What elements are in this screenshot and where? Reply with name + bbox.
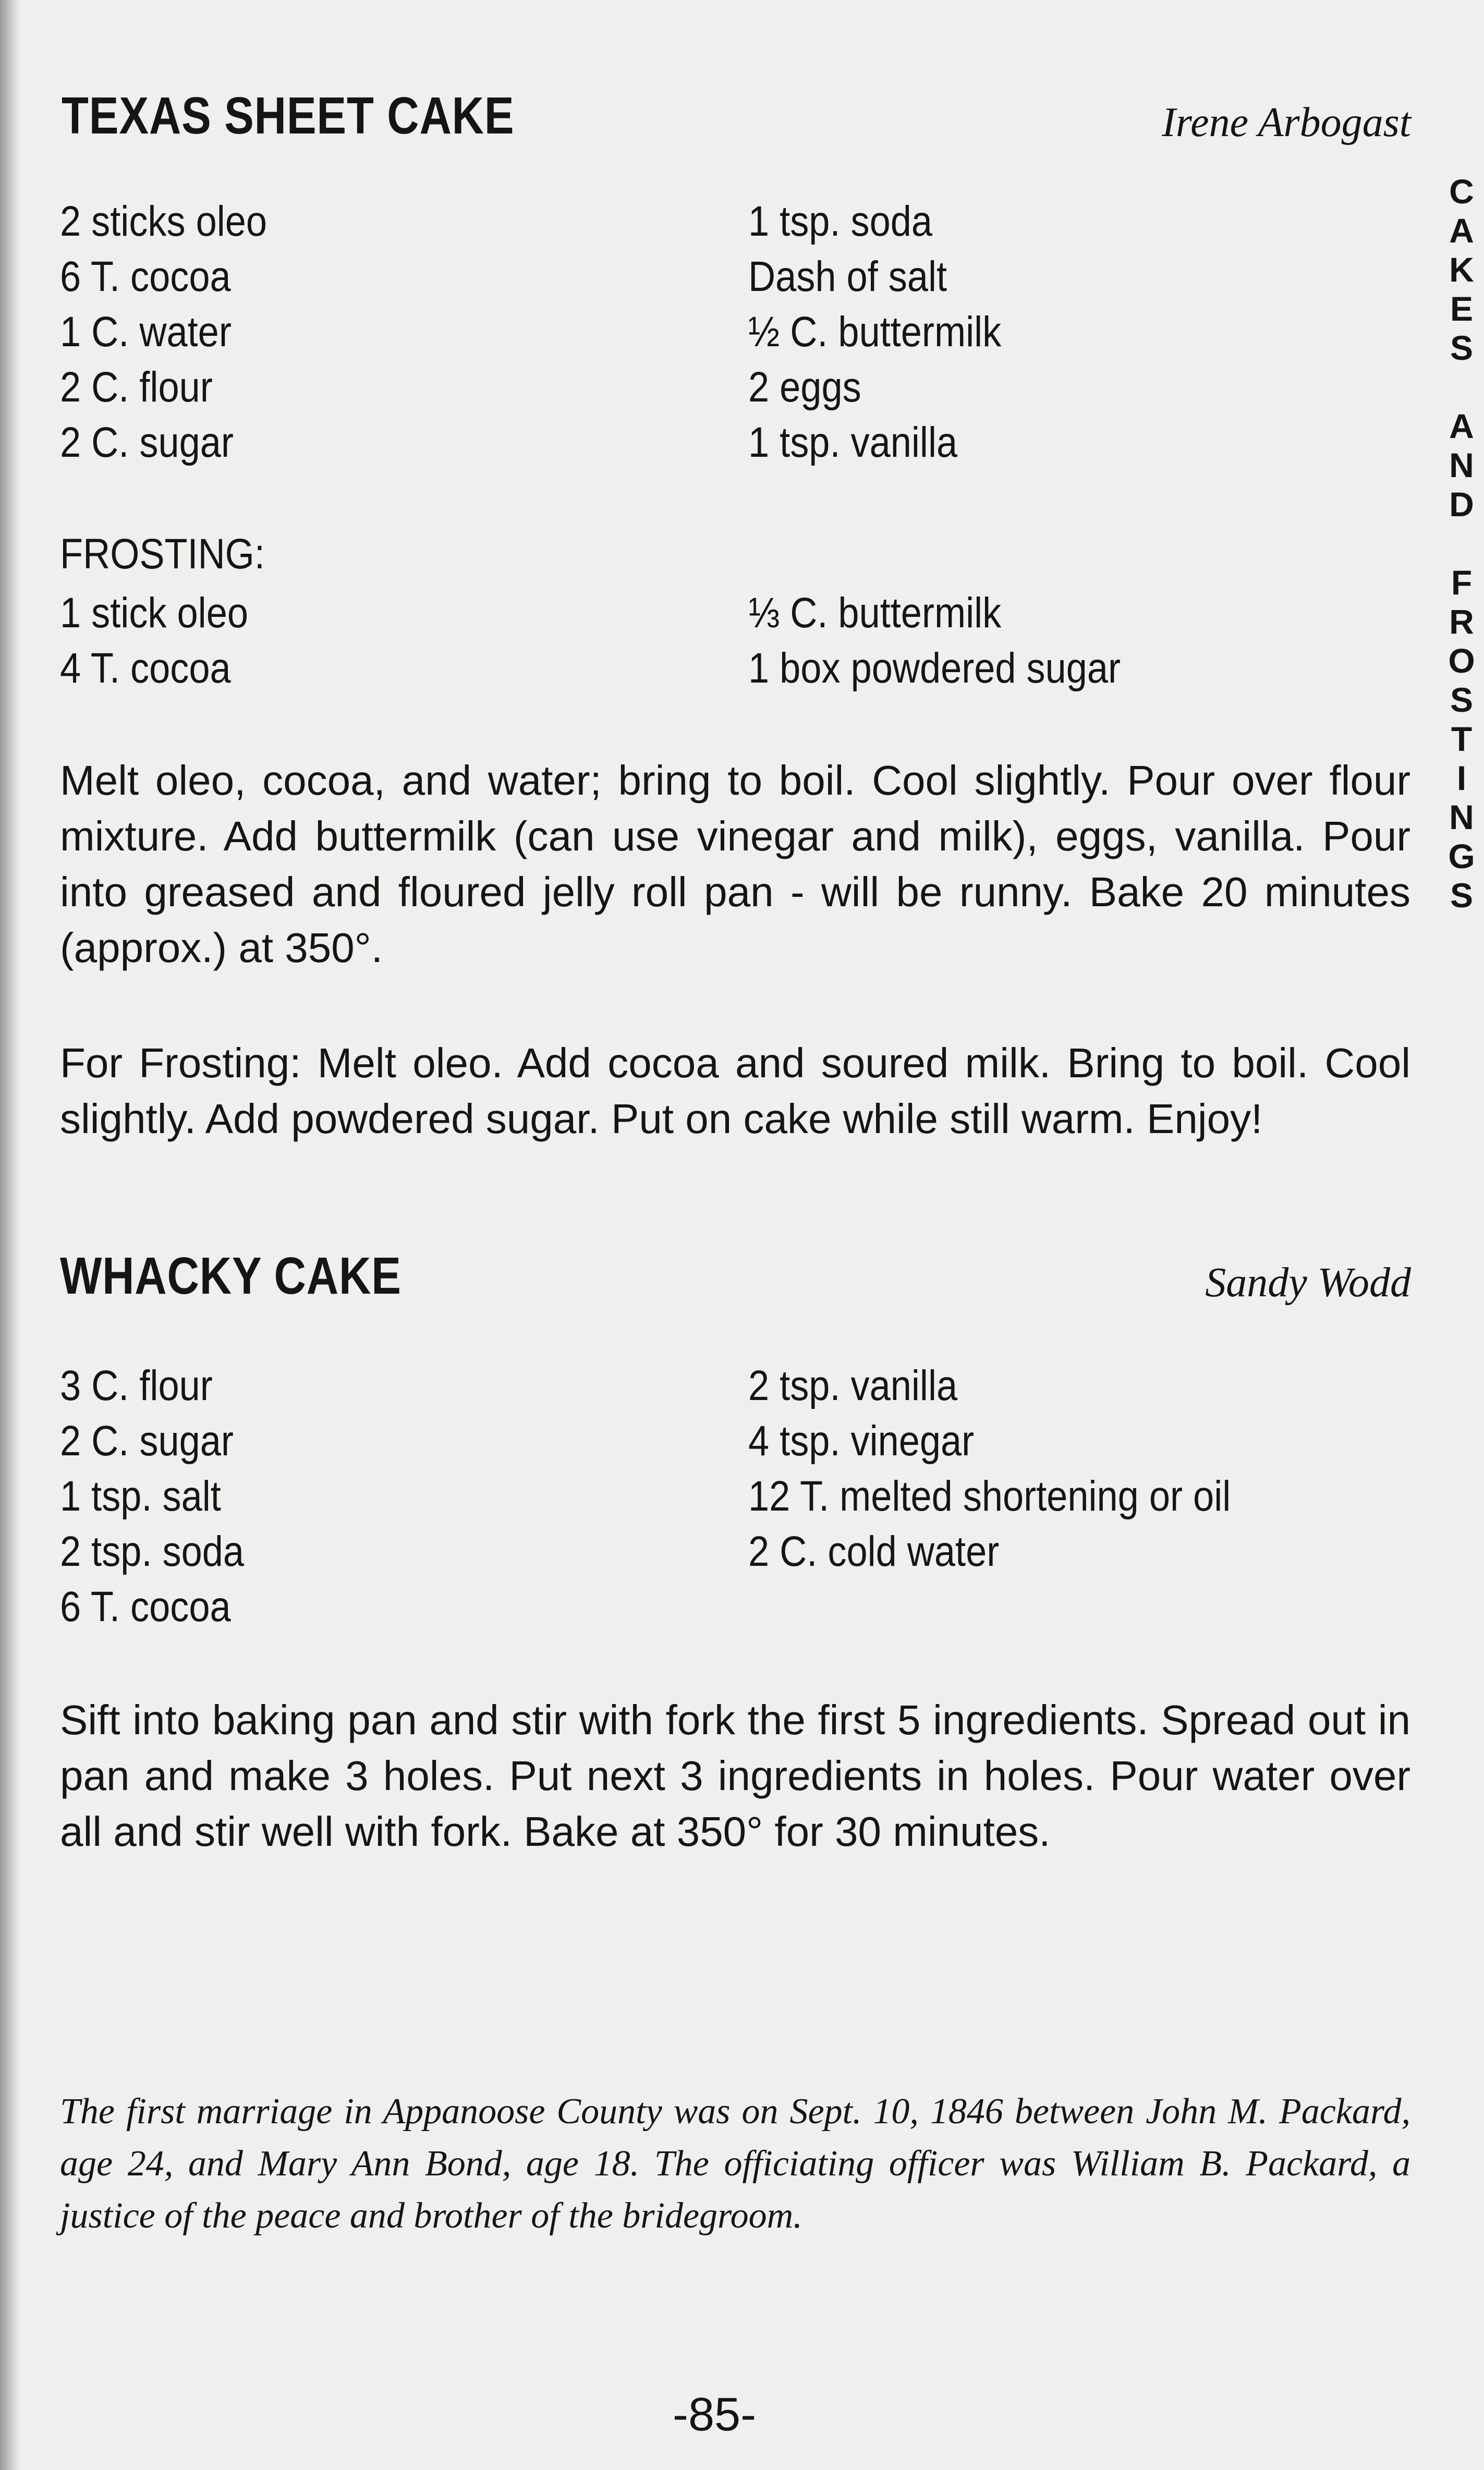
side-tab-letter: S <box>1450 680 1474 719</box>
ingredient-item: ⅓ C. buttermilk <box>748 589 1002 637</box>
side-tab-letter: O <box>1448 641 1475 680</box>
side-tab-letter: C <box>1449 172 1474 211</box>
side-tab-gap <box>1443 368 1480 407</box>
ingredient-item: 1 tsp. salt <box>60 1473 221 1520</box>
section-tab-cakes-and-frostings <box>1443 172 1480 915</box>
recipe-author-sandy-wodd: Sandy Wodd <box>1205 1260 1411 1306</box>
side-tab-letter: T <box>1451 720 1473 758</box>
frosting-label: FROSTING: <box>60 530 265 578</box>
ingredient-item: 4 tsp. vinegar <box>748 1417 975 1465</box>
side-tab-letter: R <box>1449 602 1474 641</box>
ingredient-item: 1 stick oleo <box>60 589 248 637</box>
side-tab-letter: F <box>1451 563 1473 602</box>
ingredient-item: 2 C. cold water <box>748 1528 1000 1575</box>
side-tab-letter: A <box>1449 211 1474 250</box>
ingredient-item: 6 T. cocoa <box>60 253 231 300</box>
ingredient-item: 2 tsp. vanilla <box>748 1362 958 1409</box>
side-tab-letter: D <box>1449 485 1474 524</box>
ingredient-item: 2 C. flour <box>60 363 213 411</box>
side-tab-letter: G <box>1448 837 1475 875</box>
side-tab-letter: N <box>1449 798 1474 836</box>
frosting-ingredients-left <box>60 586 274 696</box>
ingredients-left-texas <box>60 194 295 470</box>
ingredient-item: 1 C. water <box>60 308 232 356</box>
ingredients-right-whacky <box>748 1358 1296 1579</box>
side-tab-letter: E <box>1450 289 1474 328</box>
ingredient-item: 2 tsp. soda <box>60 1528 245 1575</box>
side-tab-gap <box>1443 524 1480 563</box>
side-tab-letter: I <box>1456 759 1467 797</box>
side-tab-letter: K <box>1449 250 1474 289</box>
ingredient-item: 1 box powdered sugar <box>748 644 1121 692</box>
recipe-title-texas-sheet-cake: TEXAS SHEET CAKE <box>62 87 515 145</box>
recipe-author-irene-arbogast: Irene Arbogast <box>1162 100 1411 145</box>
ingredient-item: 6 T. cocoa <box>60 1583 231 1631</box>
texas-directions: Melt oleo, cocoa, and water; bring to boil. Cool slightly. Pour over flour mixture. Add buttermilk (can use vinegar and milk), eggs, vanilla. Pour into greased and floured jelly roll pan - will be runny. Bake 20 minutes (approx.) at 350°. <box>60 757 1410 971</box>
recipe-title-whacky-cake: WHACKY CAKE <box>60 1247 402 1305</box>
ingredient-item: ½ C. buttermilk <box>748 308 1002 356</box>
page-spine-shadow <box>0 0 21 2470</box>
side-tab-letter: N <box>1449 446 1474 484</box>
ingredient-item: 1 tsp. soda <box>748 198 933 245</box>
frosting-ingredients-right <box>748 586 1171 696</box>
texas-frosting-directions: For Frosting: Melt oleo. Add cocoa and soured milk. Bring to boil. Cool slightly. Add powdered sugar. Put on cake while still warm. Enjoy! <box>60 1040 1410 1142</box>
ingredient-item: 2 eggs <box>748 363 861 411</box>
side-tab-letter: A <box>1449 407 1474 445</box>
whacky-directions: Sift into baking pan and stir with fork the first 5 ingredients. Spread out in pan and make 3 holes. Put next 3 ingredients in holes. Pour water over all and stir well with fork. Bake at 350° for 30 minutes. <box>60 1697 1410 1855</box>
ingredient-item: 2 C. sugar <box>60 419 234 466</box>
ingredient-item: 12 T. melted shortening or oil <box>748 1473 1231 1520</box>
ingredient-item: 1 tsp. vanilla <box>748 419 958 466</box>
page-number: -85- <box>673 2389 757 2441</box>
ingredient-item: 3 C. flour <box>60 1362 213 1409</box>
ingredients-right-texas <box>748 194 1036 470</box>
side-tab-letter: S <box>1450 328 1474 367</box>
ingredient-item: 2 C. sugar <box>60 1417 234 1465</box>
ingredients-left-whacky <box>60 1358 269 1635</box>
side-tab-letter: S <box>1450 876 1474 915</box>
ingredient-item: 2 sticks oleo <box>60 198 267 245</box>
historical-footnote: The first marriage in Appanoose County was on Sept. 10, 1846 between John M. Packard, age 24, and Mary Ann Bond, age 18. The officiating officer was William B. Packard, a justice of the peace and brother of the bridegroom. <box>60 2091 1410 2236</box>
ingredient-item: 4 T. cocoa <box>60 644 231 692</box>
ingredient-item: Dash of salt <box>748 253 947 300</box>
